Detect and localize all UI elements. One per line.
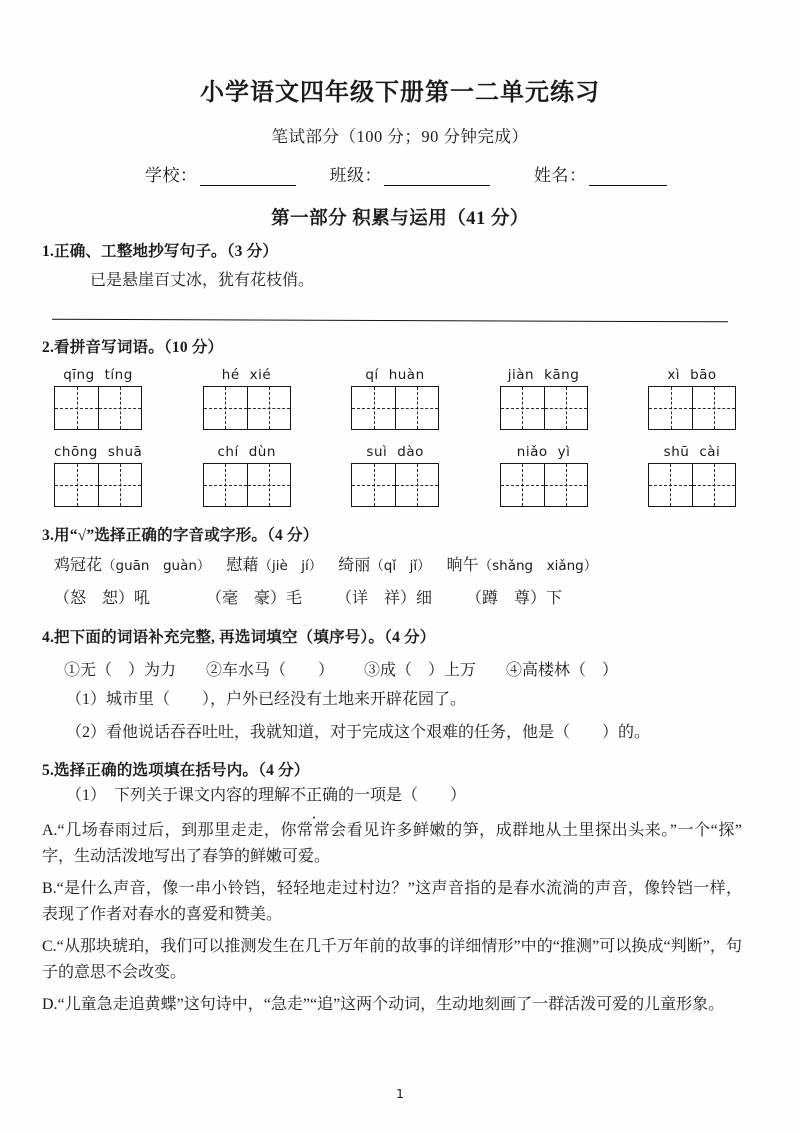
grid-cell[interactable] — [649, 387, 692, 429]
pinyin-syllable: qí — [365, 366, 379, 383]
grid-cell[interactable] — [692, 464, 735, 506]
question-4-blank-1[interactable]: （1）城市里（ ），户外已经没有土地来开辟花园了。 — [66, 690, 467, 708]
character-grid[interactable] — [54, 463, 142, 507]
pinyin-label — [664, 444, 721, 460]
question-5-option-b[interactable]: B.“是什么声音，像一串小铃铛，轻轻地走过村边？”这声音指的是春水流淌的声音，像铃铛一样，表现了作者对春水的喜爱和赞美。 — [42, 880, 742, 923]
pinyin-syllable: dào — [397, 443, 424, 460]
pinyin-label — [365, 367, 424, 383]
pinyin-syllable: kāng — [544, 366, 580, 383]
class-field[interactable] — [330, 161, 491, 186]
page-subtitle: 笔试部分（100 分；90 分钟完成） — [271, 127, 529, 146]
grid-cell[interactable] — [692, 387, 735, 429]
question-3-heading: 3.用“√”选择正确的字音或字形。（4 分） — [42, 526, 319, 544]
pinyin-label — [517, 444, 571, 460]
pinyin-item[interactable] — [648, 367, 736, 430]
pinyin-syllable: chōng — [54, 443, 98, 460]
question-1-heading: 1.正确、工整地抄写句子。（3 分） — [42, 243, 279, 260]
pinyin-row — [42, 444, 742, 507]
grid-cell[interactable] — [55, 464, 98, 506]
q3-word-1-text: 鸡冠花 — [54, 556, 103, 574]
pinyin-syllable: yì — [557, 443, 571, 460]
character-grid[interactable] — [500, 386, 588, 430]
school-blank[interactable] — [200, 167, 296, 186]
q5-emphasis-text: 不正确 — [290, 787, 339, 805]
pinyin-syllable: xié — [249, 366, 272, 383]
pinyin-label — [508, 367, 580, 383]
pinyin-syllable: tíng — [104, 366, 133, 383]
pinyin-syllable: chí — [217, 443, 239, 460]
grid-cell[interactable] — [247, 387, 290, 429]
grid-cell[interactable] — [395, 464, 438, 506]
name-field[interactable] — [534, 161, 667, 186]
idiom-2[interactable]: ②车水马（ ） — [206, 661, 335, 679]
idiom-1[interactable]: ①无（ ）为力 — [64, 661, 177, 679]
q5-sub1-prefix: （1） 下列关于课文内容的理解 — [66, 787, 291, 805]
grid-cell[interactable] — [55, 387, 98, 429]
q3-form-choice-4[interactable]: （蹲 尊）下 — [466, 589, 563, 607]
pinyin-item[interactable] — [500, 444, 588, 507]
character-grid[interactable] — [648, 463, 736, 507]
q3-options-4[interactable]: （shǎng xiǎng） — [478, 557, 598, 574]
q3-options-2[interactable]: （jiè jí） — [258, 557, 323, 574]
question-3-line-1[interactable] — [42, 554, 742, 578]
pinyin-label — [366, 444, 423, 460]
grid-cell[interactable] — [501, 387, 544, 429]
school-label: 学校： — [145, 166, 198, 185]
pinyin-label — [218, 444, 276, 460]
pinyin-item[interactable] — [351, 444, 439, 507]
question-1-answer-line[interactable] — [52, 318, 728, 322]
pinyin-syllable: bāo — [690, 366, 717, 383]
q3-options-3[interactable]: （qǐ jǐ） — [370, 557, 431, 574]
pinyin-syllable: shū — [663, 443, 690, 460]
grid-cell[interactable] — [395, 387, 438, 429]
q3-options-1[interactable]: （guān guàn） — [102, 557, 211, 574]
pinyin-label — [63, 367, 133, 383]
name-label: 姓名： — [534, 166, 587, 185]
class-label: 班级： — [329, 166, 382, 185]
pinyin-syllable: cài — [699, 443, 721, 460]
grid-cell[interactable] — [501, 464, 544, 506]
pinyin-syllable: huàn — [388, 366, 425, 383]
q3-word-3: 绮丽 — [338, 556, 371, 574]
q3-word-4: 晌午 — [446, 556, 479, 574]
character-grid[interactable] — [203, 463, 291, 507]
pinyin-row — [42, 367, 742, 430]
pinyin-item[interactable] — [500, 367, 588, 430]
name-blank[interactable] — [589, 167, 667, 186]
question-4-idioms[interactable] — [42, 657, 742, 680]
q3-word-2: 慰藉 — [226, 556, 259, 574]
pinyin-grid-block — [42, 367, 742, 507]
question-3-line-2[interactable] — [42, 587, 742, 611]
character-grid[interactable] — [500, 463, 588, 507]
pinyin-label — [54, 444, 142, 460]
grid-cell[interactable] — [204, 464, 247, 506]
idiom-3[interactable]: ③成（ ）上万 — [364, 661, 477, 679]
school-field[interactable] — [145, 161, 296, 186]
grid-cell[interactable] — [204, 387, 247, 429]
q3-form-choice-1[interactable]: （怒 恕）吼 — [54, 589, 151, 607]
question-5-heading: 5.选择正确的选项填在括号内。（4 分） — [42, 762, 310, 780]
q5-sub1-suffix: 的一项是（ ） — [338, 787, 467, 805]
character-grid[interactable] — [648, 386, 736, 430]
grid-cell[interactable] — [352, 387, 395, 429]
pinyin-item[interactable] — [351, 367, 439, 430]
question-5-option-c[interactable]: C.“从那块琥珀，我们可以推测发生在几千万年前的故事的详细情形”中的“推测”可以换成“判断”，句子的意思不会改变。 — [42, 937, 742, 981]
pinyin-label — [222, 367, 271, 383]
student-info-row — [145, 147, 742, 186]
grid-cell[interactable] — [98, 464, 141, 506]
pinyin-syllable: hé — [221, 366, 240, 383]
q3-form-choice-3[interactable]: （详 祥）细 — [336, 589, 433, 607]
class-blank[interactable] — [384, 167, 490, 186]
pinyin-item[interactable] — [54, 367, 142, 430]
question-4-blank-2[interactable]: （2）看他说话吞吞吐吐，我就知道，对于完成这个艰难的任务，他是（ ）的。 — [66, 723, 651, 741]
page-number: 1 — [396, 1086, 404, 1101]
question-4-heading: 4.把下面的词语补充完整, 再选词填空（填序号）。（4 分） — [42, 628, 436, 646]
q3-word-1 — [54, 557, 102, 574]
grid-cell[interactable] — [649, 464, 692, 506]
pinyin-item[interactable] — [203, 444, 291, 507]
part-one-title: 第一部分 积累与运用（41 分） — [271, 209, 529, 229]
question-2-heading: 2.看拼音写词语。（10 分） — [42, 338, 224, 356]
pinyin-syllable: suì — [366, 443, 388, 460]
character-grid[interactable] — [54, 386, 142, 430]
pinyin-syllable: xì — [667, 366, 681, 383]
exam-content — [0, 239, 800, 1018]
pinyin-syllable: dùn — [248, 443, 276, 460]
q3-form-choice-2[interactable]: （毫 豪）毛 — [206, 589, 303, 607]
grid-cell[interactable] — [544, 387, 587, 429]
grid-cell[interactable] — [247, 464, 290, 506]
pinyin-item[interactable] — [203, 367, 291, 430]
pinyin-item[interactable] — [648, 444, 736, 507]
pinyin-syllable: qīng — [63, 366, 95, 383]
question-1-sentence: 已是悬崖百丈冰，犹有花枝俏。 — [90, 272, 315, 289]
question-5-sub-1[interactable] — [42, 784, 742, 809]
pinyin-item[interactable] — [54, 444, 142, 507]
pinyin-syllable: niǎo — [516, 443, 548, 460]
character-grid[interactable] — [351, 386, 439, 430]
grid-cell[interactable] — [544, 464, 587, 506]
question-5-option-a[interactable]: A.“几场春雨过后，到那里走走，你常常会看见许多鲜嫩的笋，成群地从土里探出头来。”一个“探”字，生动活泼地写出了春笋的鲜嫩可爱。 — [42, 822, 742, 866]
pinyin-syllable: jiàn — [507, 366, 535, 383]
character-grid[interactable] — [351, 463, 439, 507]
character-grid[interactable] — [203, 386, 291, 430]
grid-cell[interactable] — [98, 387, 141, 429]
grid-cell[interactable] — [352, 464, 395, 506]
idiom-4[interactable]: ④高楼林（ ） — [506, 661, 619, 679]
pinyin-syllable: shuā — [107, 443, 143, 460]
pinyin-label — [667, 367, 716, 383]
page-title: 小学语文四年级下册第一二单元练习 — [200, 80, 600, 106]
question-5-option-d[interactable]: D.“儿童急走追黄蝶”这句诗中，“急走”“追”这两个动词，生动地刻画了一群活泼可爱的儿童形象。 — [42, 995, 725, 1013]
